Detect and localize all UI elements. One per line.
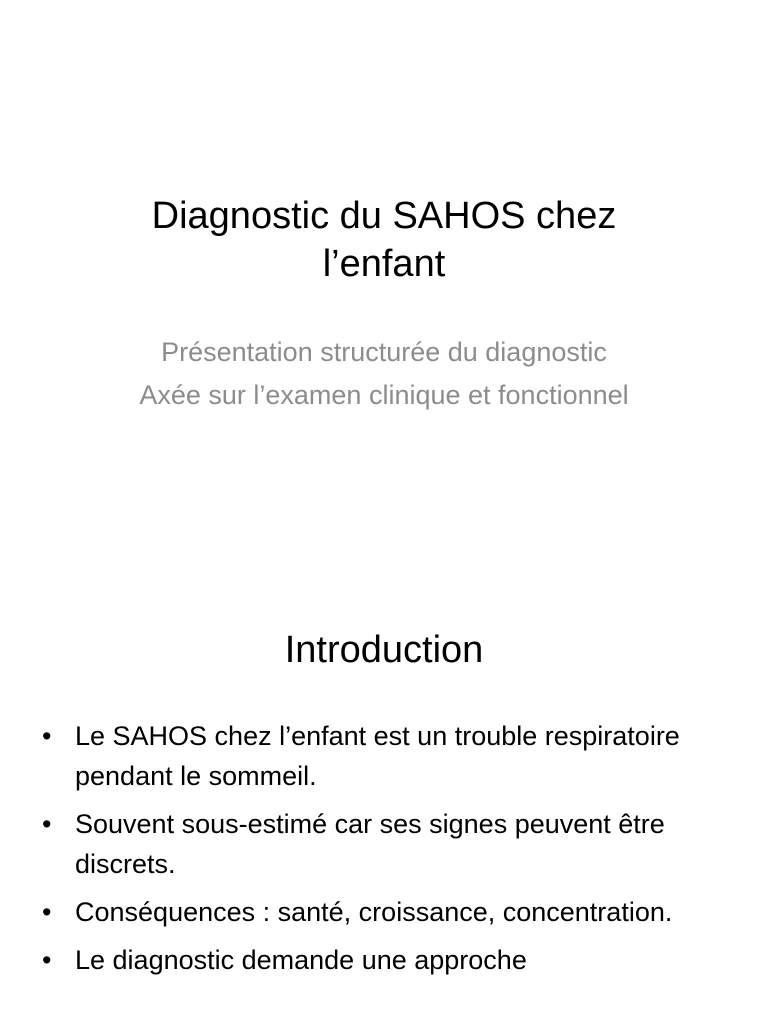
- bullet-list: [42, 716, 702, 988]
- bullet-text: Le SAHOS chez l’enfant est un trouble respiratoire pendant le sommeil.: [75, 721, 680, 791]
- introduction-slide: [0, 576, 768, 1024]
- bullet-item: [42, 804, 702, 884]
- bullet-item: [42, 940, 702, 980]
- bullet-dot-icon: •: [42, 897, 52, 927]
- bullet-text: Conséquences : santé, croissance, concentration.: [75, 897, 673, 927]
- bullet-dot-icon: •: [42, 721, 52, 751]
- slide-title: Diagnostic du SAHOS chez l’enfant: [151, 195, 617, 285]
- subtitle-line: Axée sur l’examen clinique et fonctionnel: [139, 380, 629, 410]
- bullet-item: [42, 716, 702, 796]
- bullet-dot-icon: •: [42, 809, 52, 839]
- bullet-text: Le diagnostic demande une approche: [75, 945, 527, 975]
- bullet-dot-icon: •: [42, 945, 52, 975]
- subtitle-line: Présentation structurée du diagnostic: [161, 337, 607, 367]
- slide-subtitle: [100, 336, 668, 422]
- slide-title: Introduction: [284, 629, 484, 671]
- bullet-item: [42, 892, 702, 932]
- bullet-text: Souvent sous-estimé car ses signes peuvent être discrets.: [75, 809, 665, 879]
